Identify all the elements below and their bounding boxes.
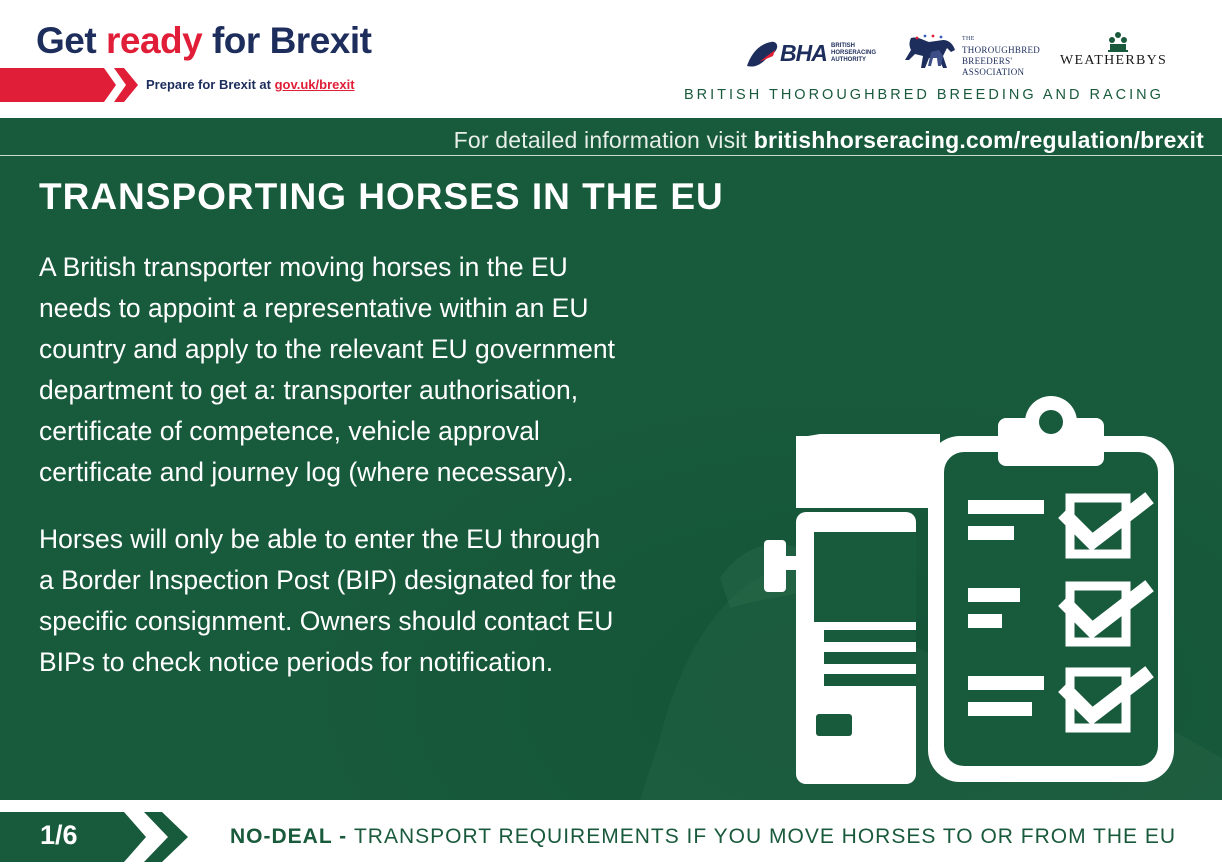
paragraph-transporter: A British transporter moving horses in the EU needs to appoint a representative within an EU country and apply to the relevant EU government department to get a: transporter authorisation, certificate of competence, vehicle approval certificate and journey log (where necessary). [39, 252, 615, 487]
page-footer [0, 800, 1222, 865]
prepare-label: Prepare for Brexit at [146, 77, 275, 92]
bha-wordmark: BHA [780, 40, 827, 66]
weatherbys-crest-icon [1106, 31, 1130, 53]
main-panel [0, 118, 1222, 800]
bha-line-2: HORSERACING [831, 50, 877, 56]
prepare-text [146, 77, 355, 92]
clipboard-checklist-icon [928, 396, 1174, 782]
title-part-brexit: for Brexit [202, 20, 372, 61]
tba-line-4: ASSOCIATION [962, 67, 1025, 77]
paragraph-bip: Horses will only be able to enter the EU through a Border Inspection Post (BIP) designated for the specific consignment. Owners should contact EU BIPs to check notice periods for notification. [39, 524, 617, 677]
bha-subtitle [831, 43, 876, 64]
gov-uk-link[interactable]: gov.uk/brexit [274, 77, 355, 92]
bha-line-3: AUTHORITY [831, 57, 866, 63]
visit-info [454, 127, 1204, 154]
footer-label [230, 825, 1176, 849]
page-header [0, 0, 1222, 118]
campaign-title [36, 20, 371, 62]
divider [0, 155, 1222, 156]
visit-prefix: For detailed information visit [453, 127, 754, 153]
footer-label-text: TRANSPORT REQUIREMENTS IF YOU MOVE HORSES TO OR FROM THE EU [353, 825, 1177, 848]
title-part-ready: ready [105, 20, 203, 61]
footer-label-bold: NO-DEAL - [230, 825, 354, 848]
transport-checklist-illustration [762, 396, 1178, 786]
tba-line-3: BREEDERS' [962, 56, 1013, 66]
page-indicator: 1/6 [40, 820, 78, 850]
weatherbys-wordmark: WEATHERBYS [1060, 53, 1168, 68]
bha-regulation-link[interactable]: britishhorseracing.com/regulation/brexit [753, 127, 1204, 153]
tba-mare-foal-logo-icon [903, 32, 963, 72]
red-chevron-banner-icon [0, 68, 140, 102]
tagline: BRITISH THOROUGHBRED BREEDING AND RACING [684, 87, 1164, 103]
tba-line-2: THOROUGHBRED [962, 45, 1041, 55]
section-title: TRANSPORTING HORSES IN THE EU [39, 176, 724, 217]
tba-line-1: THE [962, 36, 975, 42]
bha-line-1: BRITISH [831, 43, 855, 49]
page-chevron-banner-icon [0, 812, 190, 862]
title-part-get: Get [36, 20, 106, 61]
tba-wordmark [962, 34, 1040, 78]
